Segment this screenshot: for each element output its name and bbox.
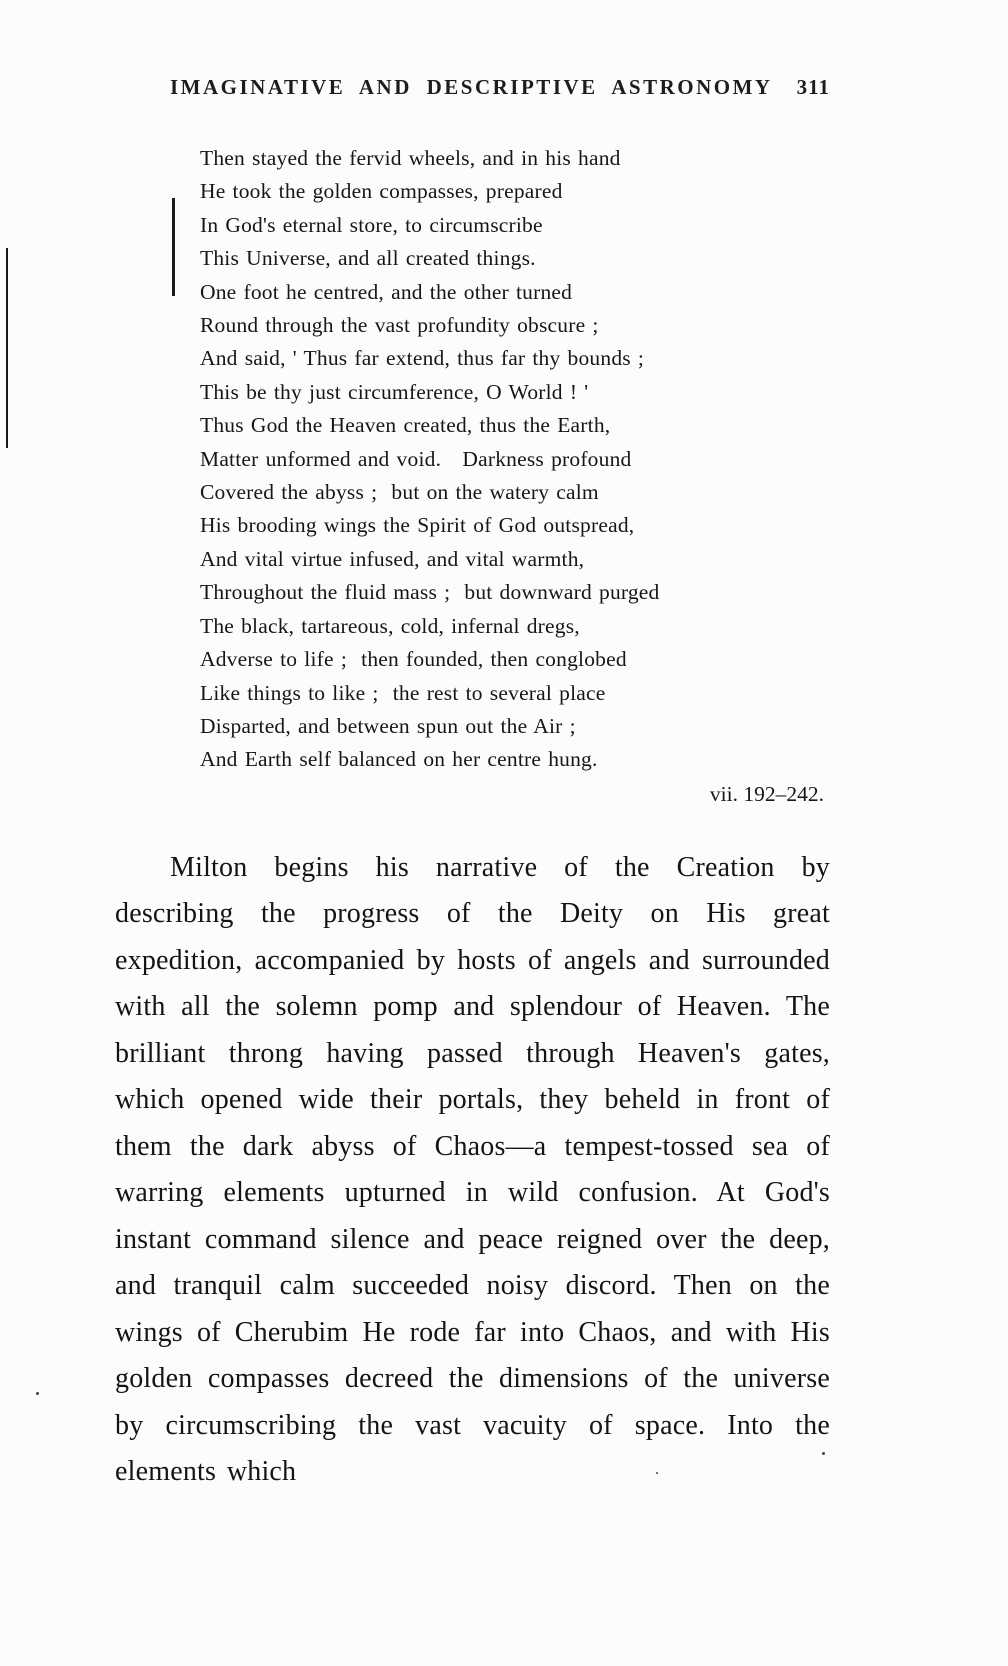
- poem-line: Round through the vast profundity obscure ;: [200, 313, 599, 338]
- scan-speck: [36, 1392, 39, 1395]
- poem-line: Adverse to life ; then founded, then conglobed: [200, 647, 627, 672]
- poem-line: Matter unformed and void. Darkness profound: [200, 446, 632, 471]
- running-title: IMAGINATIVE AND DESCRIPTIVE ASTRONOMY: [170, 75, 773, 99]
- poem-line: The black, tartareous, cold, infernal dregs,: [200, 613, 580, 638]
- poem-line: He took the golden compasses, prepared: [200, 179, 563, 204]
- scan-artifact-rule: [6, 248, 8, 448]
- scan-speck: [822, 1452, 825, 1455]
- poem-citation: vii. 192–242.: [709, 781, 824, 806]
- poem-line: Thus God the Heaven created, thus the Earth,: [200, 413, 611, 438]
- poem-line: One foot he centred, and the other turned: [200, 279, 573, 304]
- scan-speck: [656, 1472, 658, 1474]
- poem-line: And vital virtue infused, and vital warmth,: [200, 546, 585, 571]
- body-paragraph: Milton begins his narrative of the Creation by describing the progress of the Deity on His great expedition, accompanied by hosts of angels and surrounded with all the solemn pomp and splendour of Heaven. The brilliant throng having passed through Heaven's gates, which opened wide their portals, they beheld in front of them the dark abyss of Chaos—a tempest-tossed sea of warring elements upturned in wild confusion. At God's instant command silence and peace reigned over the deep, and tranquil calm succeeded noisy discord. Then on the wings of Cherubim He rode far into Chaos, and with His golden compasses decreed the dimensions of the universe by circumscribing the vast vacuity of space. Into the elements which: [115, 851, 830, 1488]
- poem-line: Like things to like ; the rest to several place: [200, 680, 606, 705]
- poem-line: His brooding wings the Spirit of God outspread,: [200, 513, 635, 538]
- poem-line: And said, ' Thus far extend, thus far thy bounds ;: [200, 346, 645, 371]
- poem-line: In God's eternal store, to circumscribe: [200, 212, 543, 237]
- poem-line: Throughout the fluid mass ; but downward purged: [200, 580, 660, 605]
- poem-line: This Universe, and all created things.: [200, 246, 536, 271]
- poem-line: Covered the abyss ; but on the watery calm: [200, 480, 599, 505]
- poem-line: This be thy just circumference, O World ! ': [200, 379, 589, 404]
- poem-line: And Earth self balanced on her centre hung.: [200, 747, 598, 772]
- poem-line: Disparted, and between spun out the Air ;: [200, 713, 576, 738]
- page-header: [115, 75, 830, 100]
- poem-block: [200, 142, 830, 777]
- poem-margin-bracket: [172, 198, 175, 296]
- poem-line: Then stayed the fervid wheels, and in his hand: [200, 146, 621, 170]
- page-number: 311: [796, 75, 830, 99]
